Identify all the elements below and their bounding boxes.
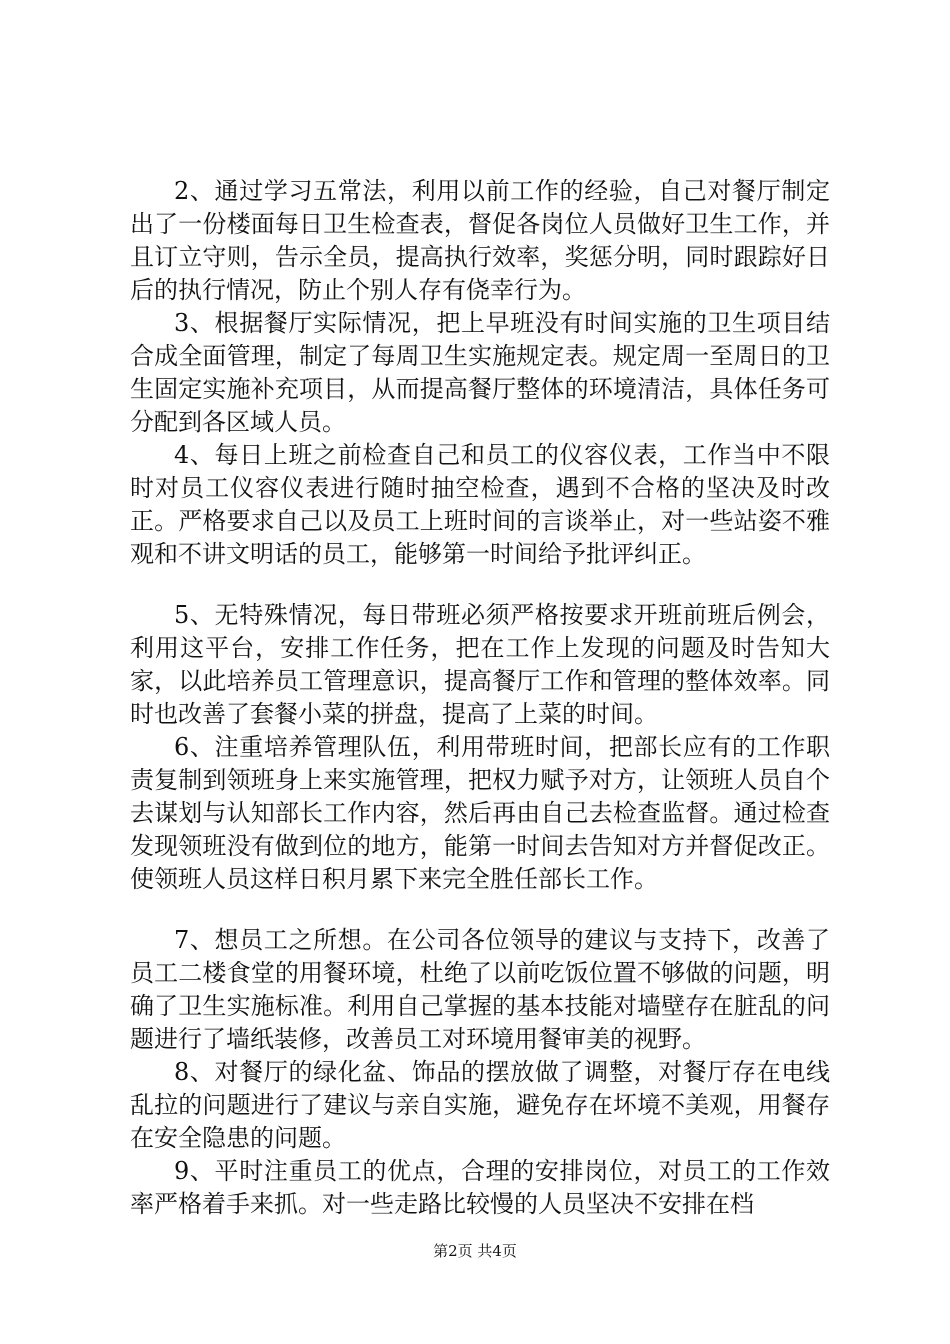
- paragraph-6: 6、注重培养管理队伍，利用带班时间，把部长应有的工作职责复制到领班身上来实施管理，把权力赋予对方，让领班人员自个去谋划与认知部长工作内容，然后再由自己去检查监督。通过检查发现领班没有做到位的地方，能第一时间去告知对方并督促改正。使领班人员这样日积月累下来完全胜任部长工作。: [130, 733, 830, 893]
- paragraph-7: 7、想员工之所想。在公司各位领导的建议与支持下，改善了员工二楼食堂的用餐环境，杜绝了以前吃饭位置不够做的问题，明确了卫生实施标准。利用自己掌握的基本技能对墙壁存在脏乱的问题进行了墙纸装修，改善员工对环境用餐审美的视野。: [130, 926, 830, 1053]
- paragraph-4: 4、每日上班之前检查自己和员工的仪容仪表，工作当中不限时对员工仪容仪表进行随时抽空检查，遇到不合格的坚决及时改正。严格要求自己以及员工上班时间的言谈举止，对一些站姿不雅观和不讲文明话的员工，能够第一时间给予批评纠正。: [130, 441, 830, 568]
- document-body: [130, 175, 830, 1221]
- paragraph-2: 2、通过学习五常法，利用以前工作的经验，自己对餐厅制定出了一份楼面每日卫生检查表，督促各岗位人员做好卫生工作，并且订立守则，告示全员，提高执行效率，奖惩分明，同时跟踪好日后的执行情况，防止个别人存有侥幸行为。: [130, 177, 830, 304]
- paragraph-5: 5、无特殊情况，每日带班必须严格按要求开班前班后例会，利用这平台，安排工作任务，把在工作上发现的问题及时告知大家，以此培养员工管理意识，提高餐厅工作和管理的整体效率。同时也改善了套餐小菜的拼盘，提高了上菜的时间。: [130, 601, 830, 728]
- paragraph-8: 8、对餐厅的绿化盆、饰品的摆放做了调整，对餐厅存在电线乱拉的问题进行了建议与亲自实施，避免存在坏境不美观，用餐存在安全隐患的问题。: [130, 1058, 830, 1152]
- paragraph-3: 3、根据餐厅实际情况，把上早班没有时间实施的卫生项目结合成全面管理，制定了每周卫生实施规定表。规定周一至周日的卫生固定实施补充项目，从而提高餐厅整体的环境清洁，具体任务可分配到各区域人员。: [130, 309, 830, 436]
- paragraph-9: 9、平时注重员工的优点，合理的安排岗位，对员工的工作效率严格着手来抓。对一些走路比较慢的人员坚决不安排在档: [130, 1157, 830, 1218]
- page-number-footer: 第2页 共4页: [433, 1242, 517, 1260]
